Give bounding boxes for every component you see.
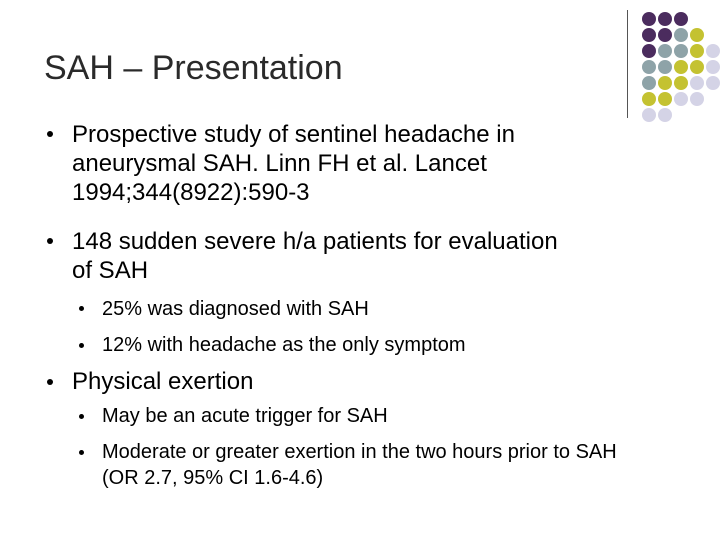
decorative-dot — [658, 12, 672, 26]
bullet-dot — [79, 343, 84, 348]
decorative-dot — [642, 108, 656, 122]
decorative-dot — [674, 60, 688, 74]
bullet-dot — [79, 450, 84, 455]
divider-line — [627, 10, 628, 118]
bullet-dot — [79, 306, 84, 311]
decorative-dot — [658, 92, 672, 106]
decorative-dot — [674, 76, 688, 90]
decorative-dot — [674, 44, 688, 58]
decorative-dot — [706, 60, 720, 74]
bullet-prospective-study: Prospective study of sentinel headache in aneurysmal SAH. Linn FH et al. Lancet 1994;344(8922):590-3 — [72, 121, 515, 206]
subbullet-diagnosed: 25% was diagnosed with SAH — [102, 298, 369, 320]
decorative-dot — [642, 12, 656, 26]
decorative-dot — [690, 92, 704, 106]
decorative-dot — [642, 28, 656, 42]
bullet-dot — [47, 238, 53, 244]
decorative-dot — [674, 92, 688, 106]
decorative-dot — [674, 28, 688, 42]
bullet-dot — [47, 379, 53, 385]
decorative-dot — [642, 76, 656, 90]
decorative-dot-grid — [640, 12, 720, 122]
bullet-physical-exertion: Physical exertion — [72, 368, 254, 395]
decorative-dot — [674, 12, 688, 26]
decorative-dot — [642, 60, 656, 74]
decorative-dot — [690, 76, 704, 90]
decorative-dot — [706, 76, 720, 90]
decorative-dot — [658, 76, 672, 90]
slide-title: SAH – Presentation — [44, 49, 343, 87]
decorative-dot — [658, 44, 672, 58]
decorative-dot — [658, 60, 672, 74]
bullet-dot — [79, 414, 84, 419]
decorative-dot — [690, 60, 704, 74]
subbullet-only-symptom: 12% with headache as the only symptom — [102, 334, 466, 356]
bullet-dot — [47, 131, 53, 137]
subbullet-acute-trigger: May be an acute trigger for SAH — [102, 405, 388, 427]
bullet-sudden-headache: 148 sudden severe h/a patients for evaluation of SAH — [72, 228, 558, 284]
decorative-dot — [642, 44, 656, 58]
decorative-dot — [706, 44, 720, 58]
decorative-dot — [658, 28, 672, 42]
decorative-dot — [642, 92, 656, 106]
decorative-dot — [690, 28, 704, 42]
decorative-dot — [690, 44, 704, 58]
decorative-dot — [658, 108, 672, 122]
subbullet-moderate-exertion: Moderate or greater exertion in the two hours prior to SAH (OR 2.7, 95% CI 1.6-4.6) — [102, 441, 617, 489]
